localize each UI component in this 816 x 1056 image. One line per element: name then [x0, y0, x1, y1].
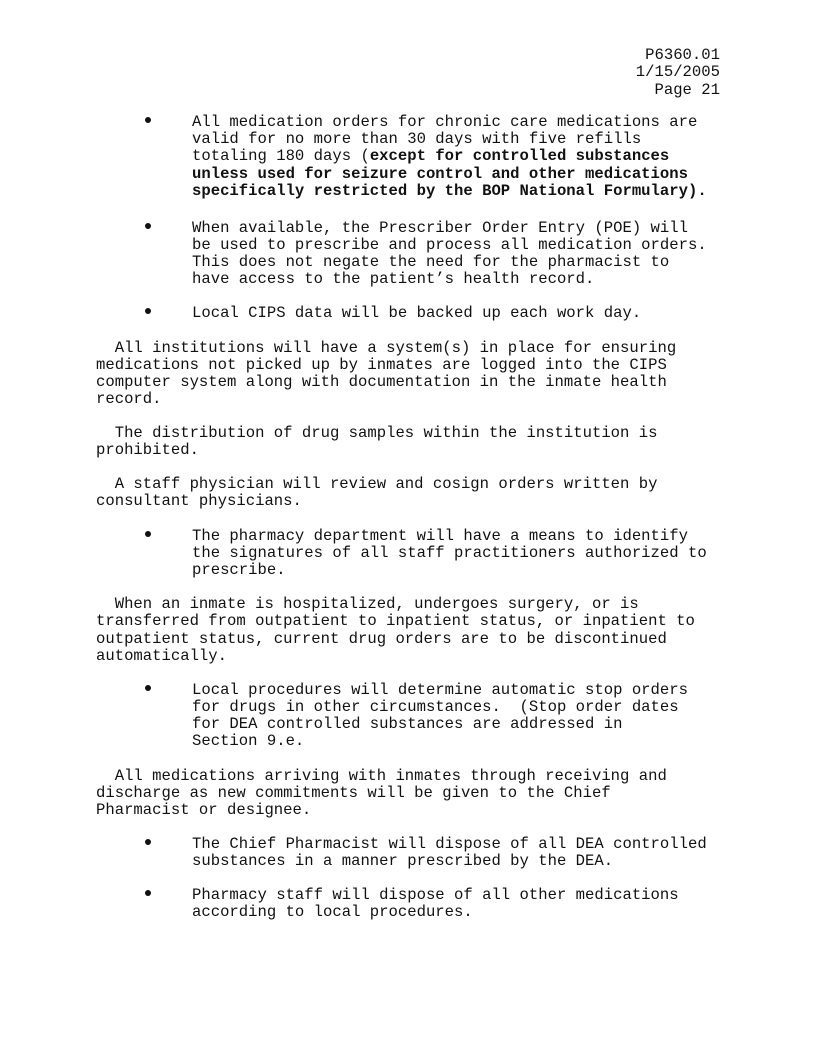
paragraph-line: discharge as new commitments will be given to the Chief [96, 784, 611, 802]
paragraph-line: record. [96, 390, 162, 408]
document-number: P6360.01 [645, 46, 720, 64]
bullet-icon [145, 117, 151, 123]
bullet-icon [145, 531, 151, 537]
list-item-text: have access to the patient’s health record. [192, 270, 595, 288]
emphasis-text: specifically restricted by the BOP National Formulary). [192, 182, 707, 200]
paragraph-line: prohibited. [96, 441, 199, 459]
bullet-icon [145, 308, 151, 314]
paragraph-line: When an inmate is hospitalized, undergoes surgery, or is [96, 595, 639, 613]
list-item-text: the signatures of all staff practitioners authorized to [192, 544, 707, 562]
list-item-text: The Chief Pharmacist will dispose of all DEA controlled [192, 835, 707, 853]
bullet-icon [145, 890, 151, 896]
paragraph-line: The distribution of drug samples within the institution is [96, 424, 658, 442]
emphasis-line [192, 166, 688, 183]
list-item-text: valid for no more than 30 days with five refills [192, 130, 642, 148]
paragraph-line: computer system along with documentation in the inmate health [96, 373, 667, 391]
document-date: 1/15/2005 [635, 63, 720, 82]
bullet-icon [145, 685, 151, 691]
list-item-text [192, 148, 669, 165]
paragraph-line: automatically. [96, 647, 228, 665]
text-run: totaling 180 days ( [192, 147, 370, 165]
list-item-text: This does not negate the need for the pharmacist to [192, 253, 670, 271]
list-item-text: substances in a manner prescribed by the DEA. [192, 852, 614, 870]
list-item-text: for drugs in other circumstances. (Stop order dates [192, 698, 679, 716]
emphasis-text: except for controlled substances [369, 147, 670, 165]
paragraph-line: consultant physicians. [96, 492, 302, 510]
paragraph-line: All medications arriving with inmates through receiving and [96, 767, 667, 785]
paragraph-line: A staff physician will review and cosign orders written by [96, 475, 658, 493]
emphasis-line [192, 183, 707, 200]
page-number: Page 21 [654, 80, 720, 99]
list-item-text: according to local procedures. [192, 903, 473, 921]
list-item-text: prescribe. [192, 561, 286, 579]
paragraph-line: Pharmacist or designee. [96, 801, 312, 819]
bullet-icon [145, 223, 151, 229]
paragraph-line: outpatient status, current drug orders are to be discontinued [96, 630, 667, 648]
emphasis-text: unless used for seizure control and other medications [192, 165, 688, 183]
paragraph-line: transferred from outpatient to inpatient status, or inpatient to [96, 612, 695, 630]
list-item-text: Local procedures will determine automatic stop orders [192, 681, 688, 699]
paragraph-line: medications not picked up by inmates are logged into the CIPS [96, 356, 667, 374]
list-item-text: Local CIPS data will be backed up each work day. [192, 304, 642, 322]
page-header [636, 47, 720, 99]
list-item-text: When available, the Prescriber Order Entry (POE) will [192, 219, 688, 237]
list-item-text: Section 9.e. [192, 732, 305, 750]
list-item-text: Pharmacy staff will dispose of all other medications [192, 886, 679, 904]
bullet-icon [145, 839, 151, 845]
paragraph-line: All institutions will have a system(s) in place for ensuring [96, 339, 677, 357]
list-item-text: All medication orders for chronic care medications are [192, 113, 698, 131]
list-item-text: for DEA controlled substances are addressed in [192, 715, 623, 733]
list-item-text: be used to prescribe and process all medication orders. [192, 236, 707, 254]
list-item-text: The pharmacy department will have a means to identify [192, 527, 688, 545]
